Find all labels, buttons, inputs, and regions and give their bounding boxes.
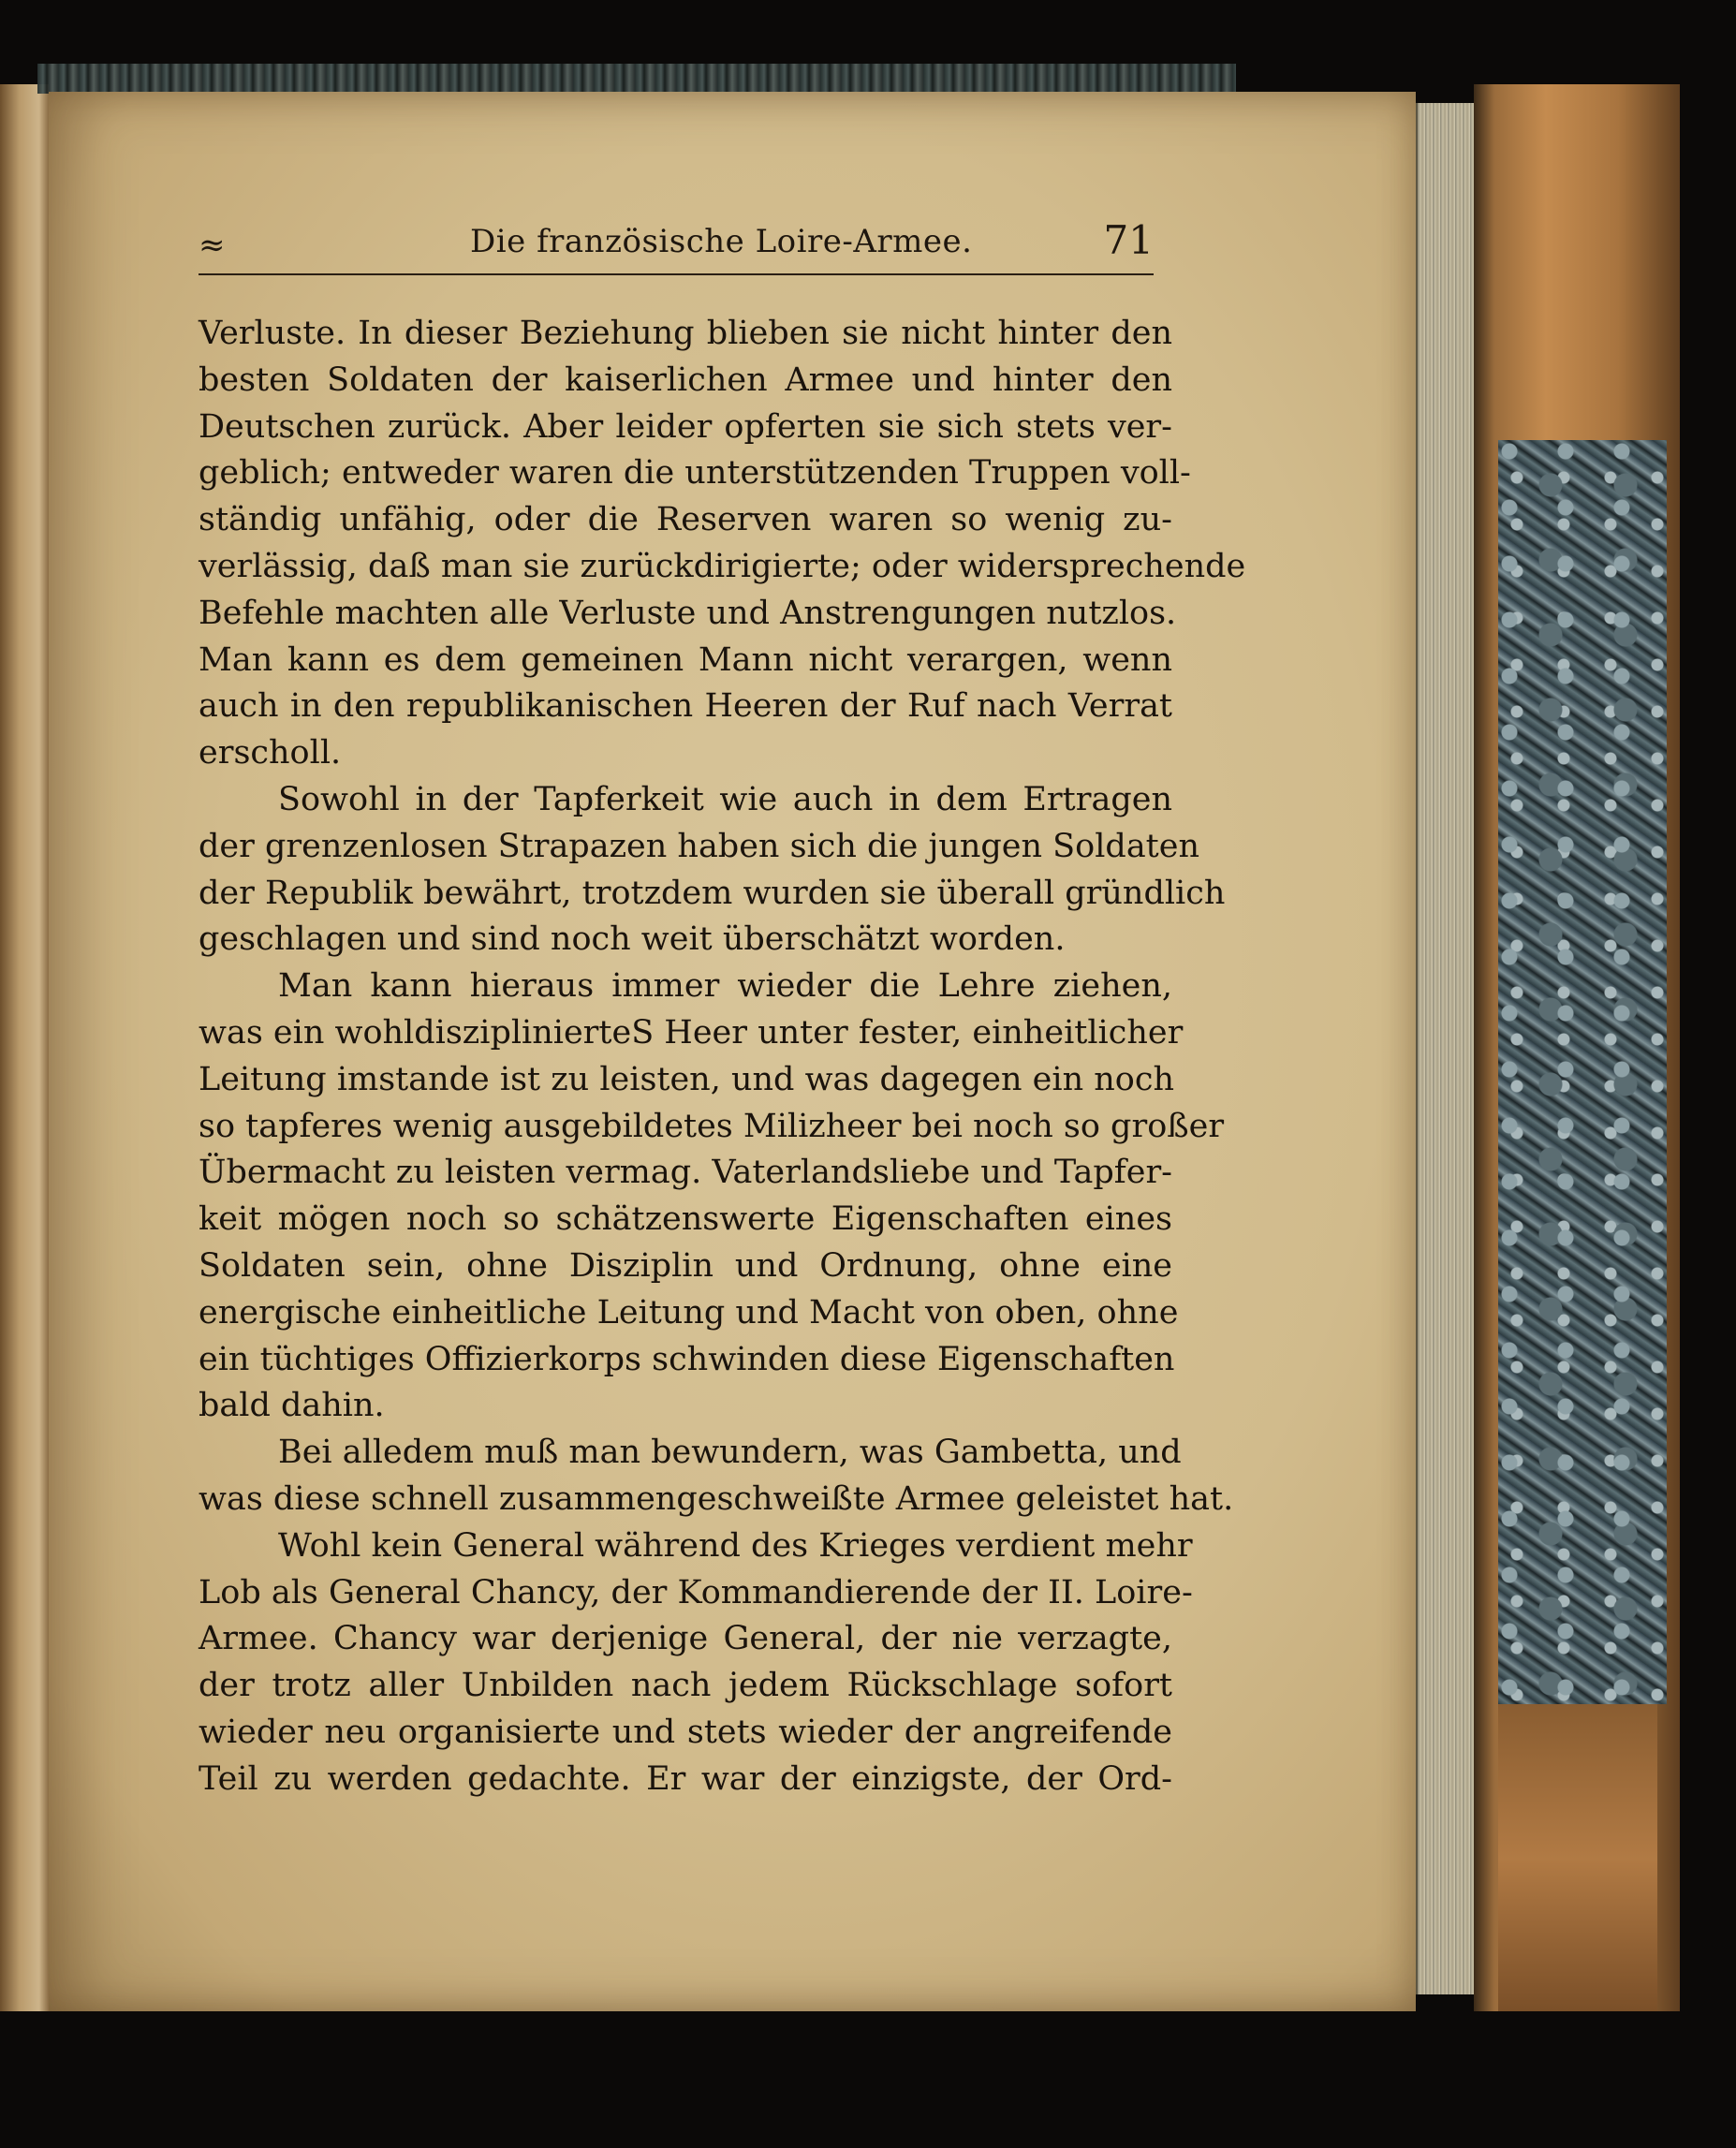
text-line: energische einheitliche Leitung und Macht von oben, ohne [199, 1293, 1179, 1331]
text-line: Lob als General Chancy, der Kommandierende der II. Loire- [199, 1573, 1193, 1611]
text-line: Bei alledem muß man bewundern, was Gambetta, und [278, 1434, 1182, 1472]
text-line: keit mögen noch so schätzenswerte Eigenschaften eines [199, 1200, 1172, 1239]
text-line: der grenzenlosen Strapazen haben sich die jungen Soldaten [199, 827, 1200, 865]
text-line: der Republik bewährt, trotzdem wurden sie überall gründlich [199, 874, 1226, 912]
text-line: Verluste. In dieser Beziehung blieben sie nicht hinter den [199, 315, 1172, 352]
header-ornament: ≈ [199, 227, 226, 264]
background-shadow [0, 2011, 1736, 2148]
text-line: Soldaten sein, ohne Disziplin und Ordnung, ohne eine [199, 1246, 1172, 1285]
text-line: verlässig, daß man sie zurückdirigierte; oder widersprechende [199, 547, 1246, 585]
text-line: geblich; entweder waren die unterstützenden Truppen voll- [199, 454, 1191, 493]
text-line: Deutschen zurück. Aber leider opferten sie sich stets ver- [199, 407, 1172, 446]
text-line: Leitung imstande ist zu leisten, und was dagegen ein noch [199, 1060, 1175, 1098]
text-line: so tapferes wenig ausgebildetes Milizheer bei noch so großer [199, 1107, 1225, 1145]
text-line: bald dahin. [199, 1387, 385, 1425]
text-line: was diese schnell zusammengeschweißte Armee geleistet hat. [199, 1479, 1234, 1518]
page-number: 71 [1103, 217, 1154, 263]
text-line: Man kann es dem gemeinen Mann nicht verargen, wenn [199, 640, 1172, 679]
text-line: auch in den republikanischen Heeren der Ruf nach Verrat [199, 687, 1172, 726]
running-header [199, 217, 1154, 275]
page-edges [1416, 103, 1476, 1994]
left-page-edge [0, 84, 49, 2148]
book-cover-top [37, 64, 1236, 94]
text-line: wieder neu organisierte und stets wieder der angreifende [199, 1713, 1172, 1751]
text-line: Man kann hieraus immer wieder die Lehre ziehen, [278, 967, 1172, 1006]
text-line: Teil zu werden gedachte. Er war der einzigste, der Ord- [199, 1759, 1172, 1798]
text-line: geschlagen und sind noch weit überschätzt worden. [199, 920, 1066, 959]
text-line: Wohl kein General während des Krieges verdient mehr [278, 1526, 1193, 1565]
text-line: Übermacht zu leisten vermag. Vaterlandsliebe und Tapfer- [199, 1154, 1172, 1192]
body-text [199, 311, 1246, 1803]
text-line: erscholl. [199, 734, 342, 772]
running-title: Die französische Loire-Armee. [470, 223, 973, 260]
marbled-cover [1498, 440, 1667, 1704]
text-line: Sowohl in der Tapferkeit wie auch in dem Ertragen [278, 780, 1172, 818]
text-line: Armee. Chancy war derjenige General, der nie verzagte, [199, 1620, 1172, 1658]
text-line: Befehle machten alle Verluste und Anstrengungen nutzlos. [199, 594, 1177, 632]
text-line: der trotz aller Unbilden nach jedem Rückschlage sofort [199, 1667, 1172, 1705]
text-line: ein tüchtiges Offizierkorps schwinden diese Eigenschaften [199, 1340, 1175, 1378]
text-line: ständig unfähig, oder die Reserven waren so wenig zu- [199, 501, 1172, 539]
text-line: was ein wohldisziplinierteS Heer unter fester, einheitlicher [199, 1013, 1184, 1052]
leather-corner [1498, 1704, 1657, 2013]
text-line: besten Soldaten der kaiserlichen Armee und hinter den [199, 360, 1172, 399]
